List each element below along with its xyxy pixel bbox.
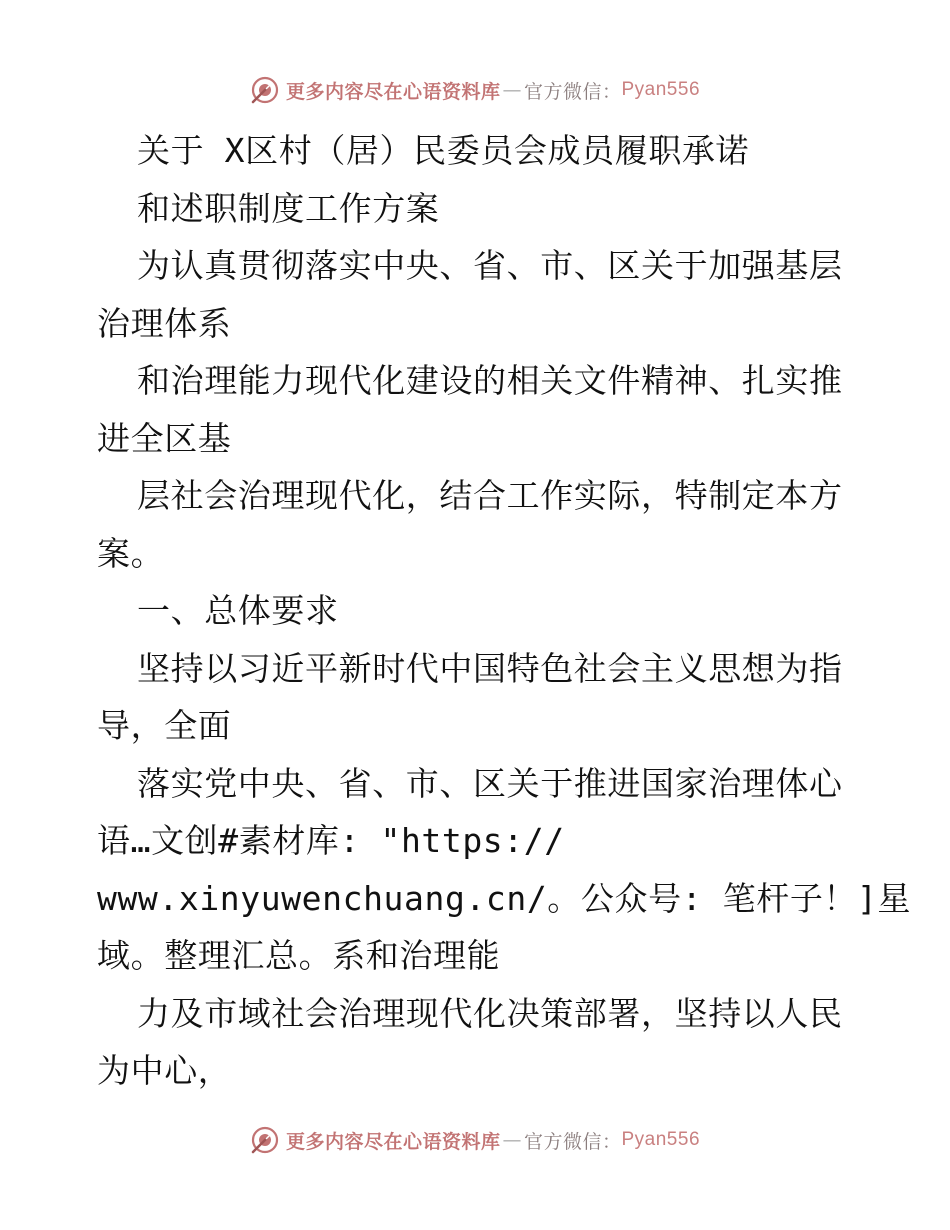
paragraph-line: 为认真贯彻落实中央、省、市、区关于加强基层 (137, 246, 843, 285)
paragraph-line: 为中心， (97, 1051, 232, 1090)
paragraph-line: 语…文创#素材库: "https:// (97, 821, 565, 860)
paragraph-line: 落实党中央、省、市、区关于推进国家治理体心 (137, 763, 843, 803)
document-body (97, 122, 912, 1100)
paragraph-line: 和治理能力现代化建设的相关文件精神、扎实推 (137, 361, 843, 400)
pen-circle-logo-icon (250, 75, 280, 105)
watermark-wechat-label: 官方微信： (523, 80, 622, 103)
watermark-wechat-label: 官方微信： (523, 1130, 622, 1153)
paragraph-line: www.xinyuwenchuang.cn/。公众号: 笔杆子！]星 (97, 878, 912, 918)
watermark-dash: — (502, 1129, 522, 1151)
paragraph-line: 坚持以习近平新时代中国特色社会主义思想为指 (137, 648, 843, 688)
pen-circle-logo-icon (250, 1125, 280, 1155)
paragraph-line: 治理体系 (97, 303, 232, 343)
watermark-brand: 更多内容尽在心语资料库 (285, 80, 501, 103)
paragraph-line: 进全区基 (97, 418, 232, 458)
header-watermark (0, 70, 950, 110)
footer-watermark (0, 1120, 950, 1160)
section-heading: 一、总体要求 (137, 591, 339, 630)
paragraph-line: 导，全面 (97, 706, 232, 745)
watermark-brand: 更多内容尽在心语资料库 (285, 1130, 501, 1153)
paragraph-line: 力及市域社会治理现代化决策部署，坚持以人民 (137, 993, 843, 1033)
watermark-dash: — (502, 79, 522, 101)
paragraph-line: 域。整理汇总。系和治理能 (97, 936, 501, 975)
paragraph-line: 案。 (97, 533, 165, 573)
watermark-wechat-id: Pyan556 (621, 79, 701, 100)
paragraph-line: 层社会治理现代化，结合工作实际，特制定本方 (137, 476, 843, 515)
document-title-line-1: 关于 X区村（居）民委员会成员履职承诺 (137, 131, 750, 170)
watermark-wechat-id: Pyan556 (621, 1129, 701, 1150)
document-title-line-2: 和述职制度工作方案 (137, 188, 440, 228)
